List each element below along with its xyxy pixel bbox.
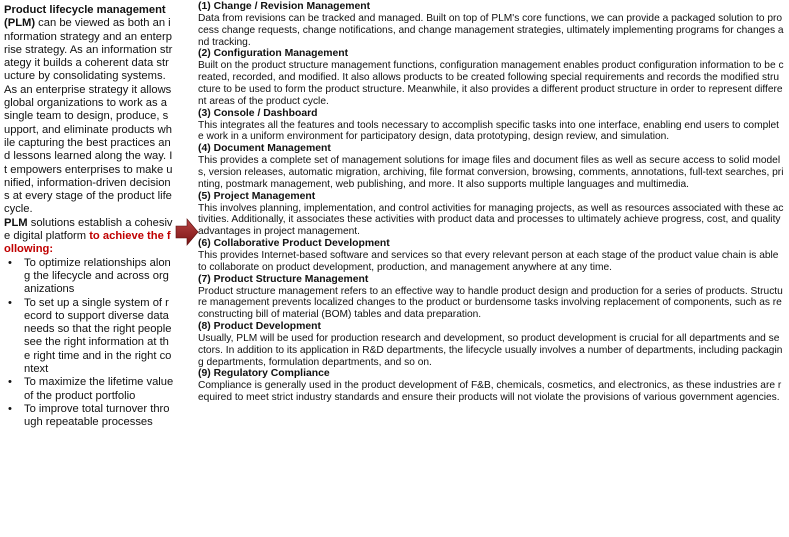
section-body: Built on the product structure management functions, configuration management enables product configuration information to be created, recorded, and modified. It also allows products to be created following special requirements and records the modified structure to be used to form the product structure. Meanwhile, it also provides a different product structure in order to represent different areas of the product cycle. bbox=[198, 60, 784, 107]
goal-item: • To improve total turnover through repeatable processes bbox=[24, 403, 174, 430]
right-arrow-icon bbox=[175, 218, 199, 246]
section-collaborative-development bbox=[198, 238, 784, 274]
section-body: Data from revisions can be tracked and managed. Built on top of PLM's core functions, we can provide a packaged solution to process change requests, change notifications, and change management strategies, ultimately implementing programs for changes and tracking. bbox=[198, 13, 784, 48]
section-body: This involves planning, implementation, and control activities for managing projects, as well as resources associated with these activities. Additionally, it associates these activities with product data and processes to ultimately achieve progress, cost, and quality advantages in project management. bbox=[198, 202, 784, 238]
section-product-development bbox=[198, 321, 784, 368]
solutions-paragraph bbox=[4, 217, 174, 257]
goal-item: • To optimize relationships along the lifecycle and across organizations bbox=[24, 257, 174, 297]
section-body: Compliance is generally used in the product development of F&B, chemicals, cosmetics, and electronics, as these industries are required to meet strict industry standards and ensure their products will not violate the provisions of various government agencies. bbox=[198, 380, 782, 404]
section-console-dashboard bbox=[198, 108, 784, 144]
goals-list bbox=[4, 257, 174, 430]
section-title: (6) Collaborative Product Development bbox=[198, 237, 390, 249]
intro-text: can be viewed as both an information strategy and an enterprise strategy. As an information strategy it builds a coherent data structure by consolidating systems. As an enterprise strategy it allows global organizations to work as a single team to design, produce, support, and eliminate products while capturing the best practices and lessons learned along the way. It empowers enterprises to make unified, information-driven decisions at every stage of the product lifecycle. bbox=[4, 17, 173, 216]
goal-item: • To set up a single system of record to support diverse data needs so that the right people see the right information at the right time and in the right context bbox=[24, 297, 174, 377]
section-body: This integrates all the features and tools necessary to accomplish specific tasks into one interface, enabling end users to complete work in a uniform environment for participatory design, data prototyping, design review, and simulation. bbox=[198, 119, 780, 143]
section-product-structure bbox=[198, 274, 784, 321]
section-body: Usually, PLM will be used for production research and development, so product development is crucial for all departments and sectors. In addition to its application in R&D departments, the lifecycle usually involves a number of departments, including packaging departments, formulation departments, and so on. bbox=[198, 332, 783, 368]
section-configuration bbox=[198, 48, 784, 107]
section-title: (3) Console / Dashboard bbox=[198, 107, 318, 119]
goal-item: • To maximize the lifetime value of the product portfolio bbox=[24, 376, 174, 403]
section-body: This provides a complete set of management solutions for image files and document files as well as secure access to solid models, version releases, automatic migration, archiving, file format conversion, browsing, comments, annotations, full-text searches, printing, postmark management, web publishing, and more. It also supports multiple languages and multimedia. bbox=[198, 155, 784, 190]
solutions-highlight: to achieve the following: bbox=[4, 230, 171, 256]
right-column bbox=[198, 1, 784, 404]
section-title: (2) Configuration Management bbox=[198, 48, 349, 60]
section-regulatory-compliance bbox=[198, 368, 784, 404]
section-title: (4) Document Management bbox=[198, 143, 331, 155]
solutions-text: solutions establish a cohesive digital platform bbox=[4, 216, 173, 243]
section-title: (9) Regulatory Compliance bbox=[198, 368, 330, 380]
section-document-management bbox=[198, 143, 784, 190]
section-title: (8) Product Development bbox=[198, 320, 321, 332]
section-title: (1) Change / Revision Management bbox=[198, 1, 371, 12]
arrow-shape bbox=[176, 219, 198, 245]
section-body: This provides Internet-based software and services so that every relevant person at each stage of the product value chain is able to collaborate on product development, production, and management anywhere at any time. bbox=[198, 249, 779, 273]
section-title: (7) Product Structure Management bbox=[198, 273, 369, 285]
left-column bbox=[4, 4, 174, 430]
solutions-term: PLM bbox=[4, 216, 28, 229]
section-project-management bbox=[198, 191, 784, 238]
intro-term: Product lifecycle management (PLM) bbox=[4, 4, 166, 30]
section-body: Product structure management refers to an effective way to handle product design and production for a series of products. Structure management prevents localized changes to the product or burdensome tasks involving replacement of components, such as reconstructing bill of material (BOM) tables and data preparation. bbox=[198, 285, 783, 321]
intro-paragraph bbox=[4, 4, 174, 217]
section-change-revision bbox=[198, 1, 784, 48]
section-title: (5) Project Management bbox=[198, 190, 316, 202]
